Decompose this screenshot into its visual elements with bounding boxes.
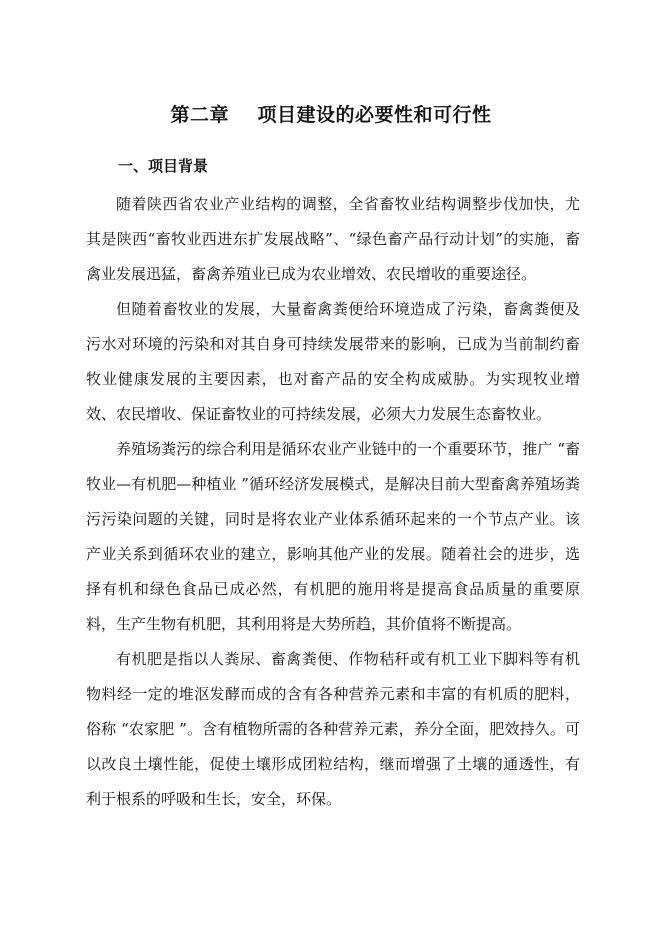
paragraph-3: 养殖场粪污的综合利用是循环农业产业链中的一个重要环节，推广 “畜牧业—有机肥—种植业 ”循环经济发展模式，是解决目前大型畜禽养殖场粪污污染问题的关键，同时是将农业产业体系循环起来的一个节点产业。该产业关系到循环农业的建立，影响其他产业的发展。随着社会的进步，选择有机和绿色食品已成必然，有机肥的施用将是提高食品质量的重要原料，生产生物有机肥，其利用将是大势所趋，其价值将不断提高。 [86, 440, 580, 633]
paragraph-1: 随着陕西省农业产业结构的调整，全省畜牧业结构调整步伐加快，尤其是陕西“畜牧业西进东扩发展战略”、“绿色畜产品行动计划”的实施，畜禽业发展迅猛，畜禽养殖业已成为农业增效、农民增收的重要途径。 [86, 195, 580, 283]
section-heading: 一、项目背景 [118, 157, 209, 175]
body-text [86, 187, 580, 817]
chapter-title: 第二章 项目建设的必要性和可行性 [170, 104, 492, 126]
paragraph-4: 有机肥是指以人粪尿、畜禽粪便、作物秸秆或有机工业下脚料等有机物料经一定的堆沤发酵而成的含有各种营养元素和丰富的有机质的肥料，俗称 “农家肥 ”。含有植物所需的各种营养元素，养分全面，肥效持久。可以改良土壤性能，促使土壤形成团粒结构，继而增强了土壤的通透性，有利于根系的呼吸和生长，安全，环保。 [86, 650, 580, 808]
paragraph-2: 但随着畜牧业的发展，大量畜禽粪便给环境造成了污染，畜禽粪便及污水对环境的污染和对其自身可持续发展带来的影响，已成为当前制约畜牧业健康发展的主要因素，也对畜产品的安全构成威胁。为实现牧业增效、农民增收、保证畜牧业的可持续发展，必须大力发展生态畜牧业。 [86, 300, 580, 423]
